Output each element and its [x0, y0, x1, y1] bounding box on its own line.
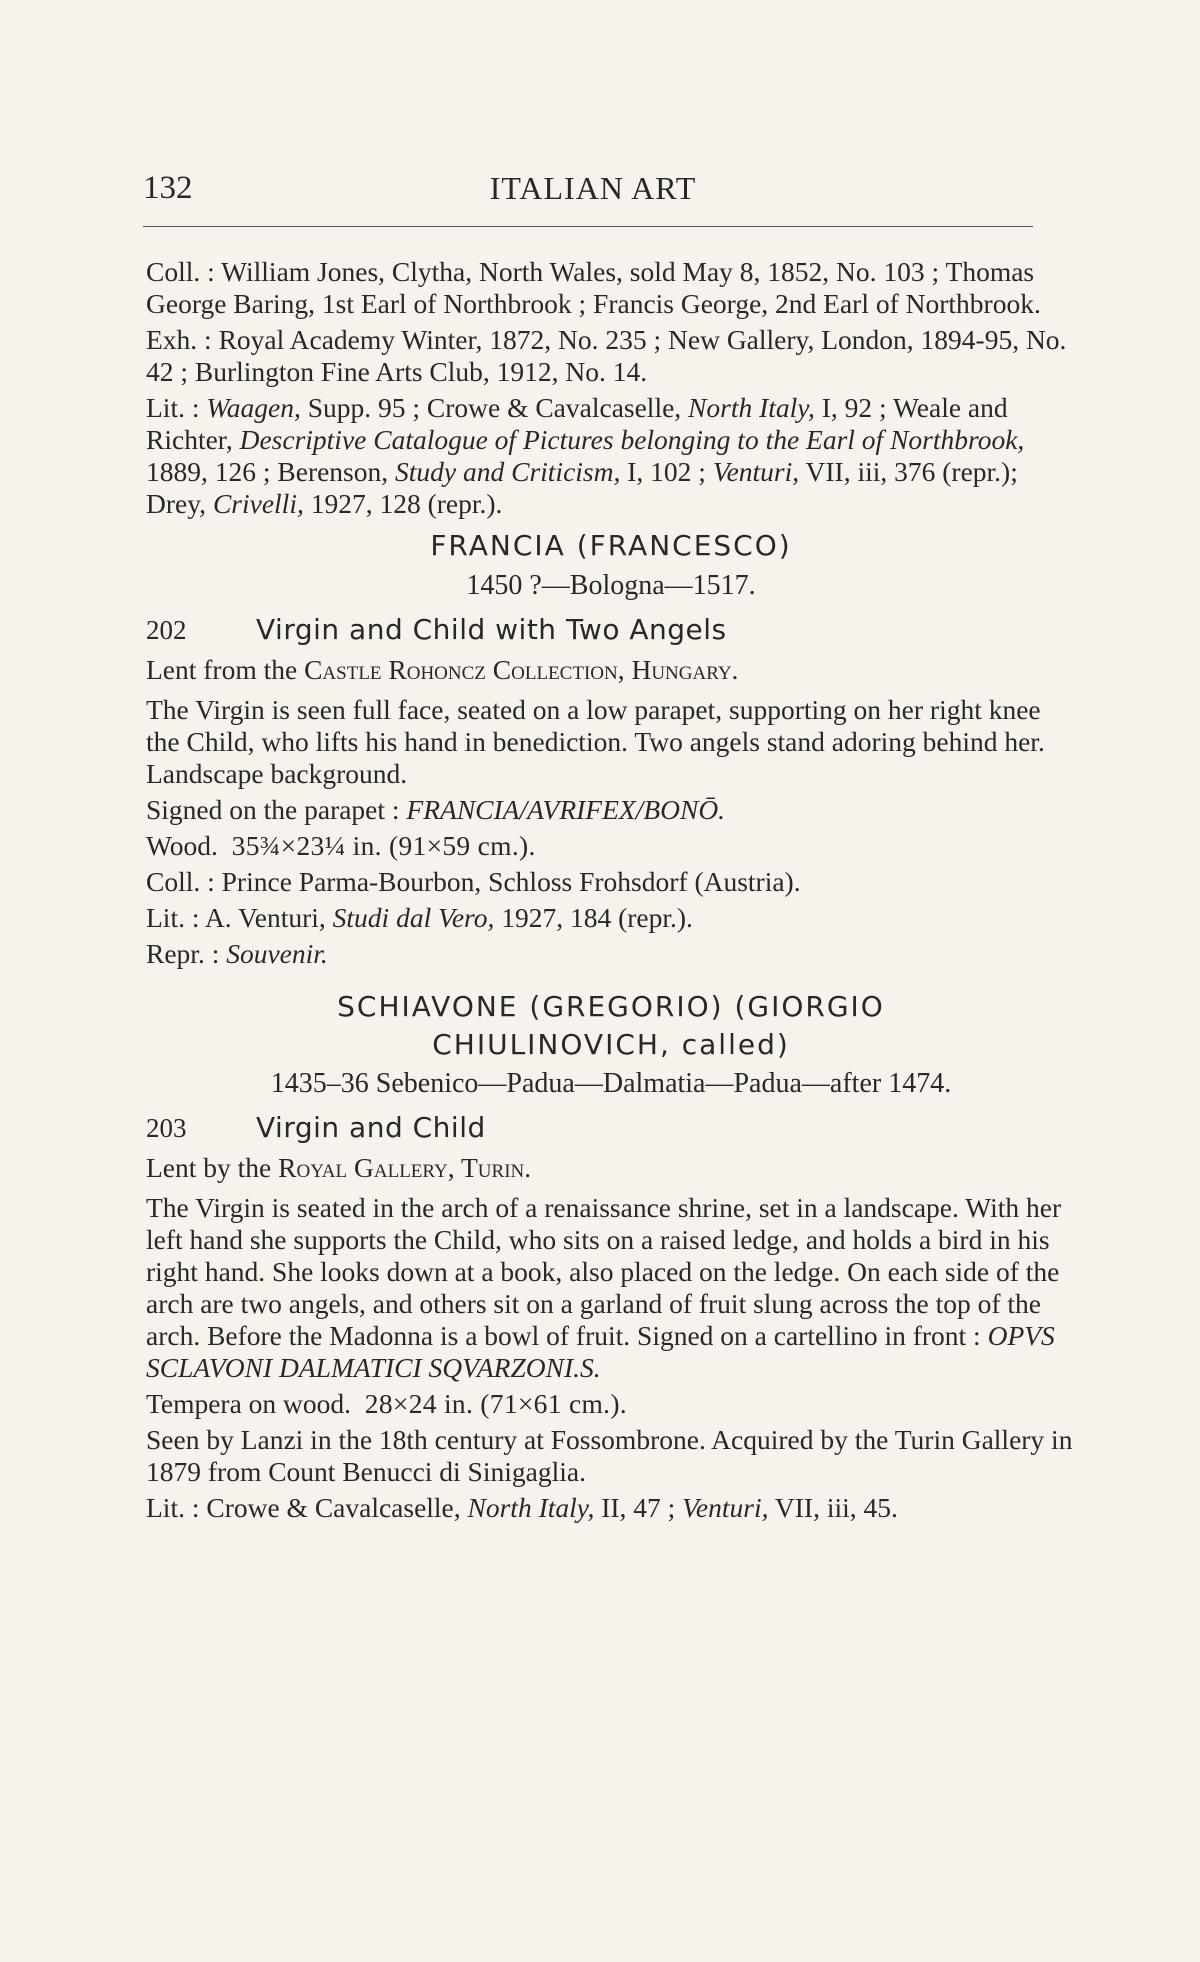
signature: OPVS SCLAVONI DALMATICI SQVARZONI.S. — [146, 1320, 1055, 1383]
page-header — [143, 170, 1043, 220]
lit-label: Lit. : — [146, 902, 200, 933]
header-rule — [143, 226, 1033, 227]
entry-number: 202 — [146, 615, 187, 645]
exh-label: Exh. : — [146, 324, 212, 355]
medium-line — [146, 830, 1076, 862]
medium: Wood. — [146, 830, 218, 861]
medium: Tempera on wood. — [146, 1388, 352, 1419]
coll-text: William Jones, Clytha, North Wales, sold May 8, 1852, No. 103 ; Thomas George Baring, 1st Earl of Northbrook ; Francis George, 2nd Earl of Northbrook. — [146, 256, 1041, 319]
lender: Royal Gallery, Turin. — [278, 1152, 532, 1183]
coll-text: Prince Parma-Bourbon, Schloss Frohsdorf (Austria). — [221, 866, 801, 897]
signature: FRANCIA/AVRIFEX/BONŌ. — [406, 794, 726, 825]
coll-label: Coll. : — [146, 866, 215, 897]
reproduction-line — [146, 938, 1076, 970]
signed-prefix: Signed on a cartellino in front : — [637, 1320, 981, 1351]
artist-heading-line: SCHIAVONE (GREGORIO) (GIORGIO — [337, 990, 885, 1023]
lit-label: Lit. : — [146, 392, 200, 423]
entry-title: Virgin and Child — [256, 1111, 486, 1144]
lit-text: Crowe & Cavalcaselle, — [206, 1492, 461, 1523]
description-text: The Virgin is seated in the arch of a renaissance shrine, set in a landscape. With her left hand she supports the Child, who sits on a raised ledge, and holds a bird in his right hand. She looks down at a book, also placed on the ledge. On each side of the arch are two angels, and others sit on a garland of fruit slung across the top of the arch. Before the Madonna is a bowl of fruit. — [146, 1192, 1062, 1351]
prev-exhibitions — [146, 324, 1076, 388]
lit-author: Venturi, — [712, 456, 800, 487]
artist-dates: 1450 ?—Bologna—1517. — [466, 570, 756, 601]
signed-prefix: Signed on the parapet : — [146, 794, 400, 825]
entry-title: Virgin and Child with Two Angels — [256, 613, 727, 646]
artist-heading: FRANCIA (FRANCESCO) — [430, 529, 792, 562]
lit-text: 1889, 126 ; Berenson, — [146, 456, 389, 487]
exh-text: Royal Academy Winter, 1872, No. 235 ; New Gallery, London, 1894-95, No. 42 ; Burlington Fine Arts Club, 1912, No. 14. — [146, 324, 1067, 387]
repr-label: Repr. : — [146, 938, 220, 969]
lender-line — [146, 1150, 1076, 1186]
lender: Castle Rohoncz Collection, Hungary. — [304, 654, 739, 685]
artist-dates: 1435–36 Sebenico—Padua—Dalmatia—Padua—after 1474. — [270, 1068, 952, 1099]
entry-number: 203 — [146, 1113, 187, 1143]
literature-line — [146, 902, 1076, 934]
artist-heading — [146, 988, 1076, 1064]
page-number: 132 — [143, 170, 193, 206]
lit-author: Waagen, — [206, 392, 301, 423]
entry-description: The Virgin is seen full face, seated on a low parapet, supporting on her right knee the Child, who lifts his hand in benediction. Two angels stand adoring behind her. Landscape background. — [146, 694, 1045, 789]
lit-title: North Italy, — [467, 1492, 595, 1523]
lit-text: II, 47 ; — [601, 1492, 676, 1523]
lit-text: 1927, 184 (repr.). — [501, 902, 693, 933]
lit-title: Descriptive Catalogue of Pictures belonging to the Earl of Northbrook, — [239, 424, 1025, 455]
lit-text: I, 102 ; — [627, 456, 706, 487]
lent-prefix: Lent by the — [146, 1152, 272, 1183]
prev-literature — [146, 392, 1076, 520]
lit-text: I, 92 ; Weale and Richter, — [146, 392, 1008, 455]
prev-collection — [146, 256, 1076, 320]
lit-title: Study and Criticism, — [395, 456, 621, 487]
lit-text: Supp. 95 ; Crowe & Cavalcaselle, — [307, 392, 682, 423]
lit-text: 1927, 128 (repr.). — [310, 488, 503, 519]
lit-author: Venturi, — [682, 1492, 769, 1523]
artist-heading-line: CHIULINOVICH, called) — [432, 1028, 790, 1061]
signature-line — [146, 794, 1076, 826]
entry-header — [146, 614, 1076, 646]
page-body — [146, 256, 1076, 1528]
lit-title: Studi dal Vero, — [332, 902, 495, 933]
lender-line — [146, 652, 1076, 688]
lit-text: VII, iii, 45. — [774, 1492, 898, 1523]
running-head: ITALIAN ART — [489, 170, 697, 206]
lit-title: Crivelli, — [212, 488, 304, 519]
provenance-line: Seen by Lanzi in the 18th century at Fossombrone. Acquired by the Turin Gallery in 1879 from Count Benucci di Sinigaglia. — [146, 1424, 1073, 1487]
lit-title: North Italy, — [688, 392, 815, 423]
medium-line — [146, 1388, 1076, 1420]
dimensions: 35¾×23¼ in. (91×59 cm.). — [231, 830, 536, 861]
collection-line — [146, 866, 1076, 898]
coll-label: Coll. : — [146, 256, 215, 287]
lit-author: A. Venturi, — [204, 902, 326, 933]
lent-prefix: Lent from the — [146, 654, 298, 685]
dimensions: 28×24 in. (71×61 cm.). — [364, 1388, 627, 1419]
repr-text: Souvenir. — [226, 938, 328, 969]
entry-description — [146, 1192, 1076, 1384]
literature-line — [146, 1492, 1076, 1524]
lit-text: VII, iii, 376 (repr.); Drey, — [146, 456, 1018, 519]
entry-header — [146, 1112, 1076, 1144]
lit-label: Lit. : — [146, 1492, 200, 1523]
